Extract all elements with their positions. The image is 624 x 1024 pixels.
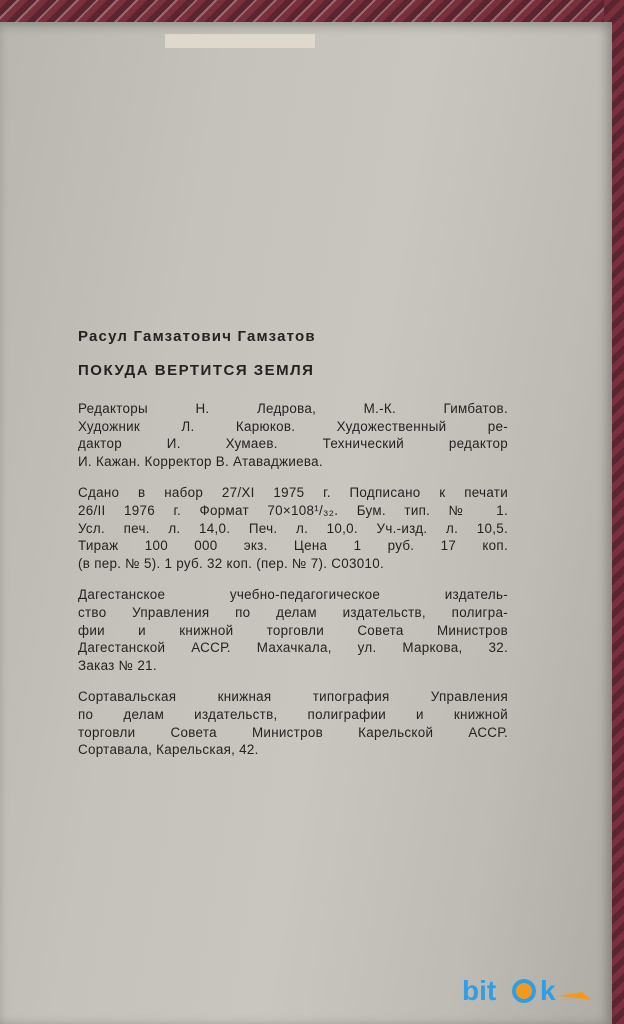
author-name: Расул Гамзатович Гамзатов xyxy=(78,328,316,345)
watermark-logo xyxy=(462,970,612,1010)
text-line: дактор И. Хумаев. Технический редактор xyxy=(78,436,508,452)
watermark-swoosh-icon xyxy=(558,992,592,1000)
print-details-paragraph xyxy=(78,484,508,572)
text-line: Тираж 100 000 экз. Цена 1 руб. 17 коп. xyxy=(78,538,508,554)
tape-strip xyxy=(165,34,315,48)
text-line: (в пер. № 5). 1 руб. 32 коп. (пер. № 7). С03010. xyxy=(78,555,384,571)
text-line: Дагестанское учебно-педагогическое издатель- xyxy=(78,587,508,603)
text-line: Дагестанской АССР. Махачкала, ул. Маркова, 32. xyxy=(78,640,508,656)
text-line: Сортавала, Карельская, 42. xyxy=(78,742,259,758)
text-line: торговли Совета Министров Карельской АССР. xyxy=(78,724,508,740)
text-line: Сортавальская книжная типография Управления xyxy=(78,689,508,705)
text-line: Сдано в набор 27/XI 1975 г. Подписано к печати xyxy=(78,485,508,501)
text-line: ство Управления по делам издательств, полигра- xyxy=(78,604,508,620)
editors-paragraph xyxy=(78,400,508,470)
book-title: ПОКУДА ВЕРТИТСЯ ЗЕМЛЯ xyxy=(78,362,315,379)
text-line: И. Кажан. Корректор В. Атаваджиева. xyxy=(78,453,323,469)
text-line: 26/II 1976 г. Формат 70×108¹/₃₂. Бум. тип. № 1. xyxy=(78,502,508,518)
text-line: Заказ № 21. xyxy=(78,657,157,673)
publisher-paragraph xyxy=(78,586,508,674)
watermark-coin-center-icon xyxy=(516,983,532,999)
text-line: Редакторы Н. Ледрова, М.-К. Гимбатов. xyxy=(78,401,508,416)
imprint-block xyxy=(78,320,508,759)
text-line: Усл. печ. л. 14,0. Печ. л. 10,0. Уч.-изд. л. 10,5. xyxy=(78,520,508,536)
watermark-text-left: bit xyxy=(462,975,497,1006)
printing-house-paragraph xyxy=(78,688,508,758)
watermark-text-right: k xyxy=(540,975,556,1006)
text-line: фии и книжной торговли Совета Министров xyxy=(78,622,508,638)
text-line: по делам издательств, полиграфии и книжной xyxy=(78,706,508,722)
text-line: Художник Л. Карюков. Художественный ре- xyxy=(78,418,508,434)
